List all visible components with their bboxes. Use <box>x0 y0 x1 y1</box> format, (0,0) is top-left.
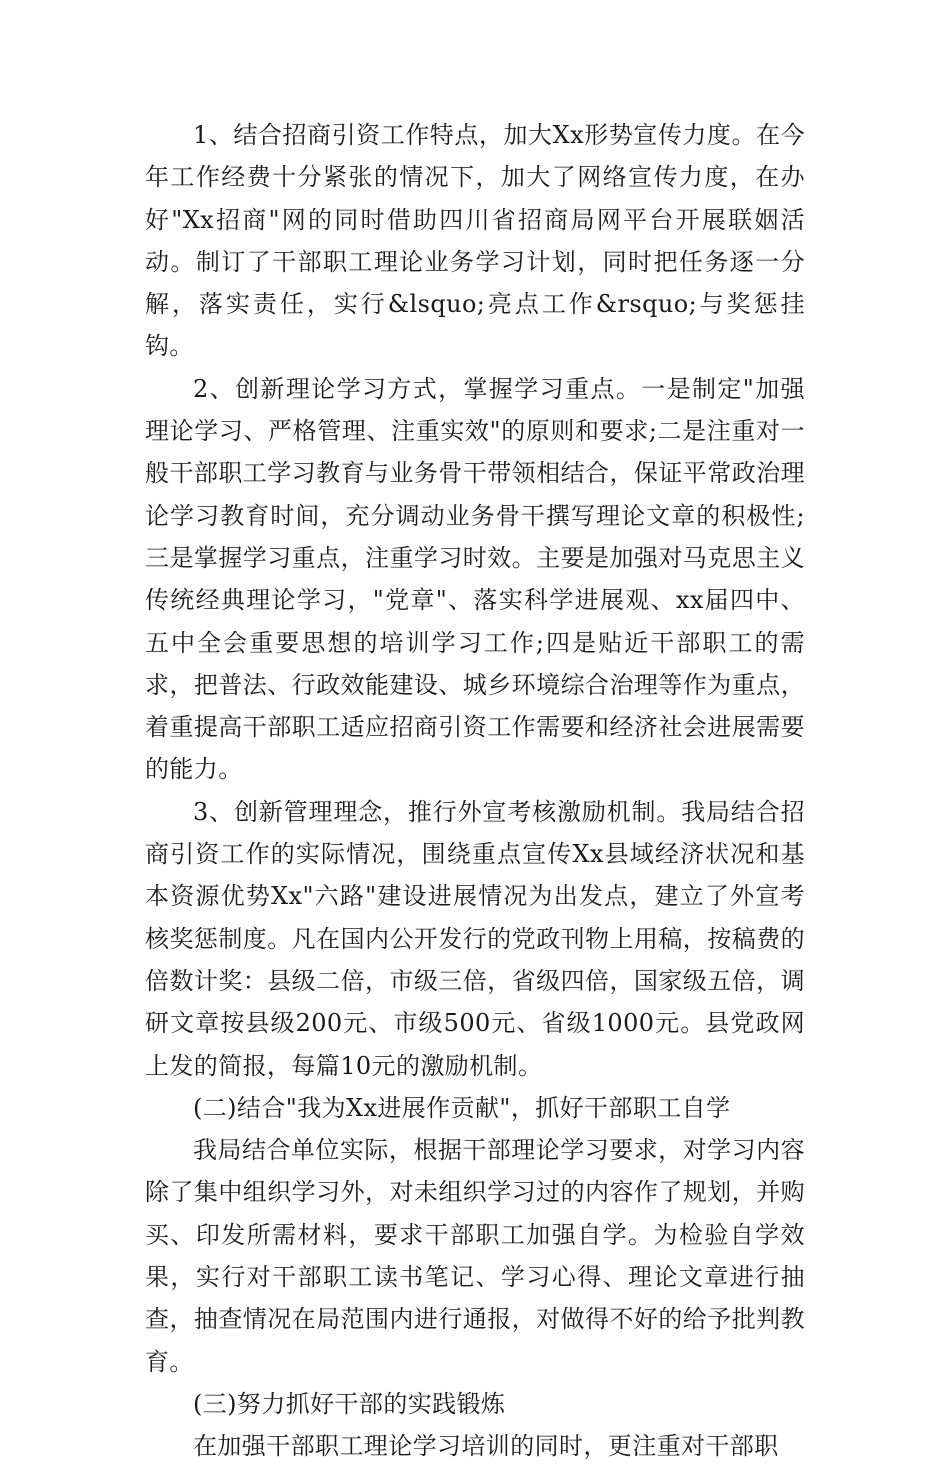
section-heading-2: (二)结合"我为Xx进展作贡献"，抓好干部职工自学 <box>193 1093 731 1122</box>
paragraph-item-2: 2、创新理论学习方式，掌握学习重点。一是制定"加强理论学习、严格管理、注重实效"的原则和要求;二是注重对一般干部职工学习教育与业务骨干带领相结合，保证平常政治理论学习教育时间，充分调动业务骨干撰写理论文章的积极性;三是掌握学习重点，注重学习时效。主要是加强对马克思主义传统经典理论学习，"党章"、落实科学进展观、xx届四中、五中全会重要思想的培训学习工作;四是贴近干部职工的需求，把普法、行政效能建设、城乡环境综合治理等作为重点，着重提高干部职工适应招商引资工作需要和经济社会进展需要的能力。 <box>145 374 805 784</box>
section-heading-3: (三)努力抓好干部的实践锻炼 <box>193 1389 506 1418</box>
paragraph-item-1: 1、结合招商引资工作特点，加大Xx形势宣传力度。在今年工作经费十分紧张的情况下，加大了网络宣传力度，在办好"Xx招商"网的同时借助四川省招商局网平台开展联姻活动。制订了干部职工理论业务学习计划，同时把任务逐一分解，落实责任，实行&lsquo;亮点工作&rsquo;与奖惩挂钩。 <box>145 121 805 361</box>
paragraph-self-study: 我局结合单位实际，根据干部理论学习要求，对学习内容除了集中组织学习外，对未组织学习过的内容作了规划，并购买、印发所需材料，要求干部职工加强自学。为检验自学效果，实行对干部职工读书笔记、学习心得、理论文章进行抽查，抽查情况在局范围内进行通报，对做得不好的给予批判教育。 <box>145 1136 805 1376</box>
document-body <box>145 114 805 1468</box>
paragraph-item-3: 3、创新管理理念，推行外宣考核激励机制。我局结合招商引资工作的实际情况，围绕重点宣传Xx县域经济状况和基本资源优势Xx"六路"建设进展情况为出发点，建立了外宣考核奖惩制度。凡在国内公开发行的党政刊物上用稿，按稿费的倍数计奖：县级二倍，市级三倍，省级四倍，国家级五倍，调研文章按县级200元、市级500元、省级1000元。县党政网上发的简报，每篇10元的激励机制。 <box>145 797 805 1080</box>
paragraph-practice: 在加强干部职工理论学习培训的同时，更注重对干部职 <box>193 1432 779 1461</box>
